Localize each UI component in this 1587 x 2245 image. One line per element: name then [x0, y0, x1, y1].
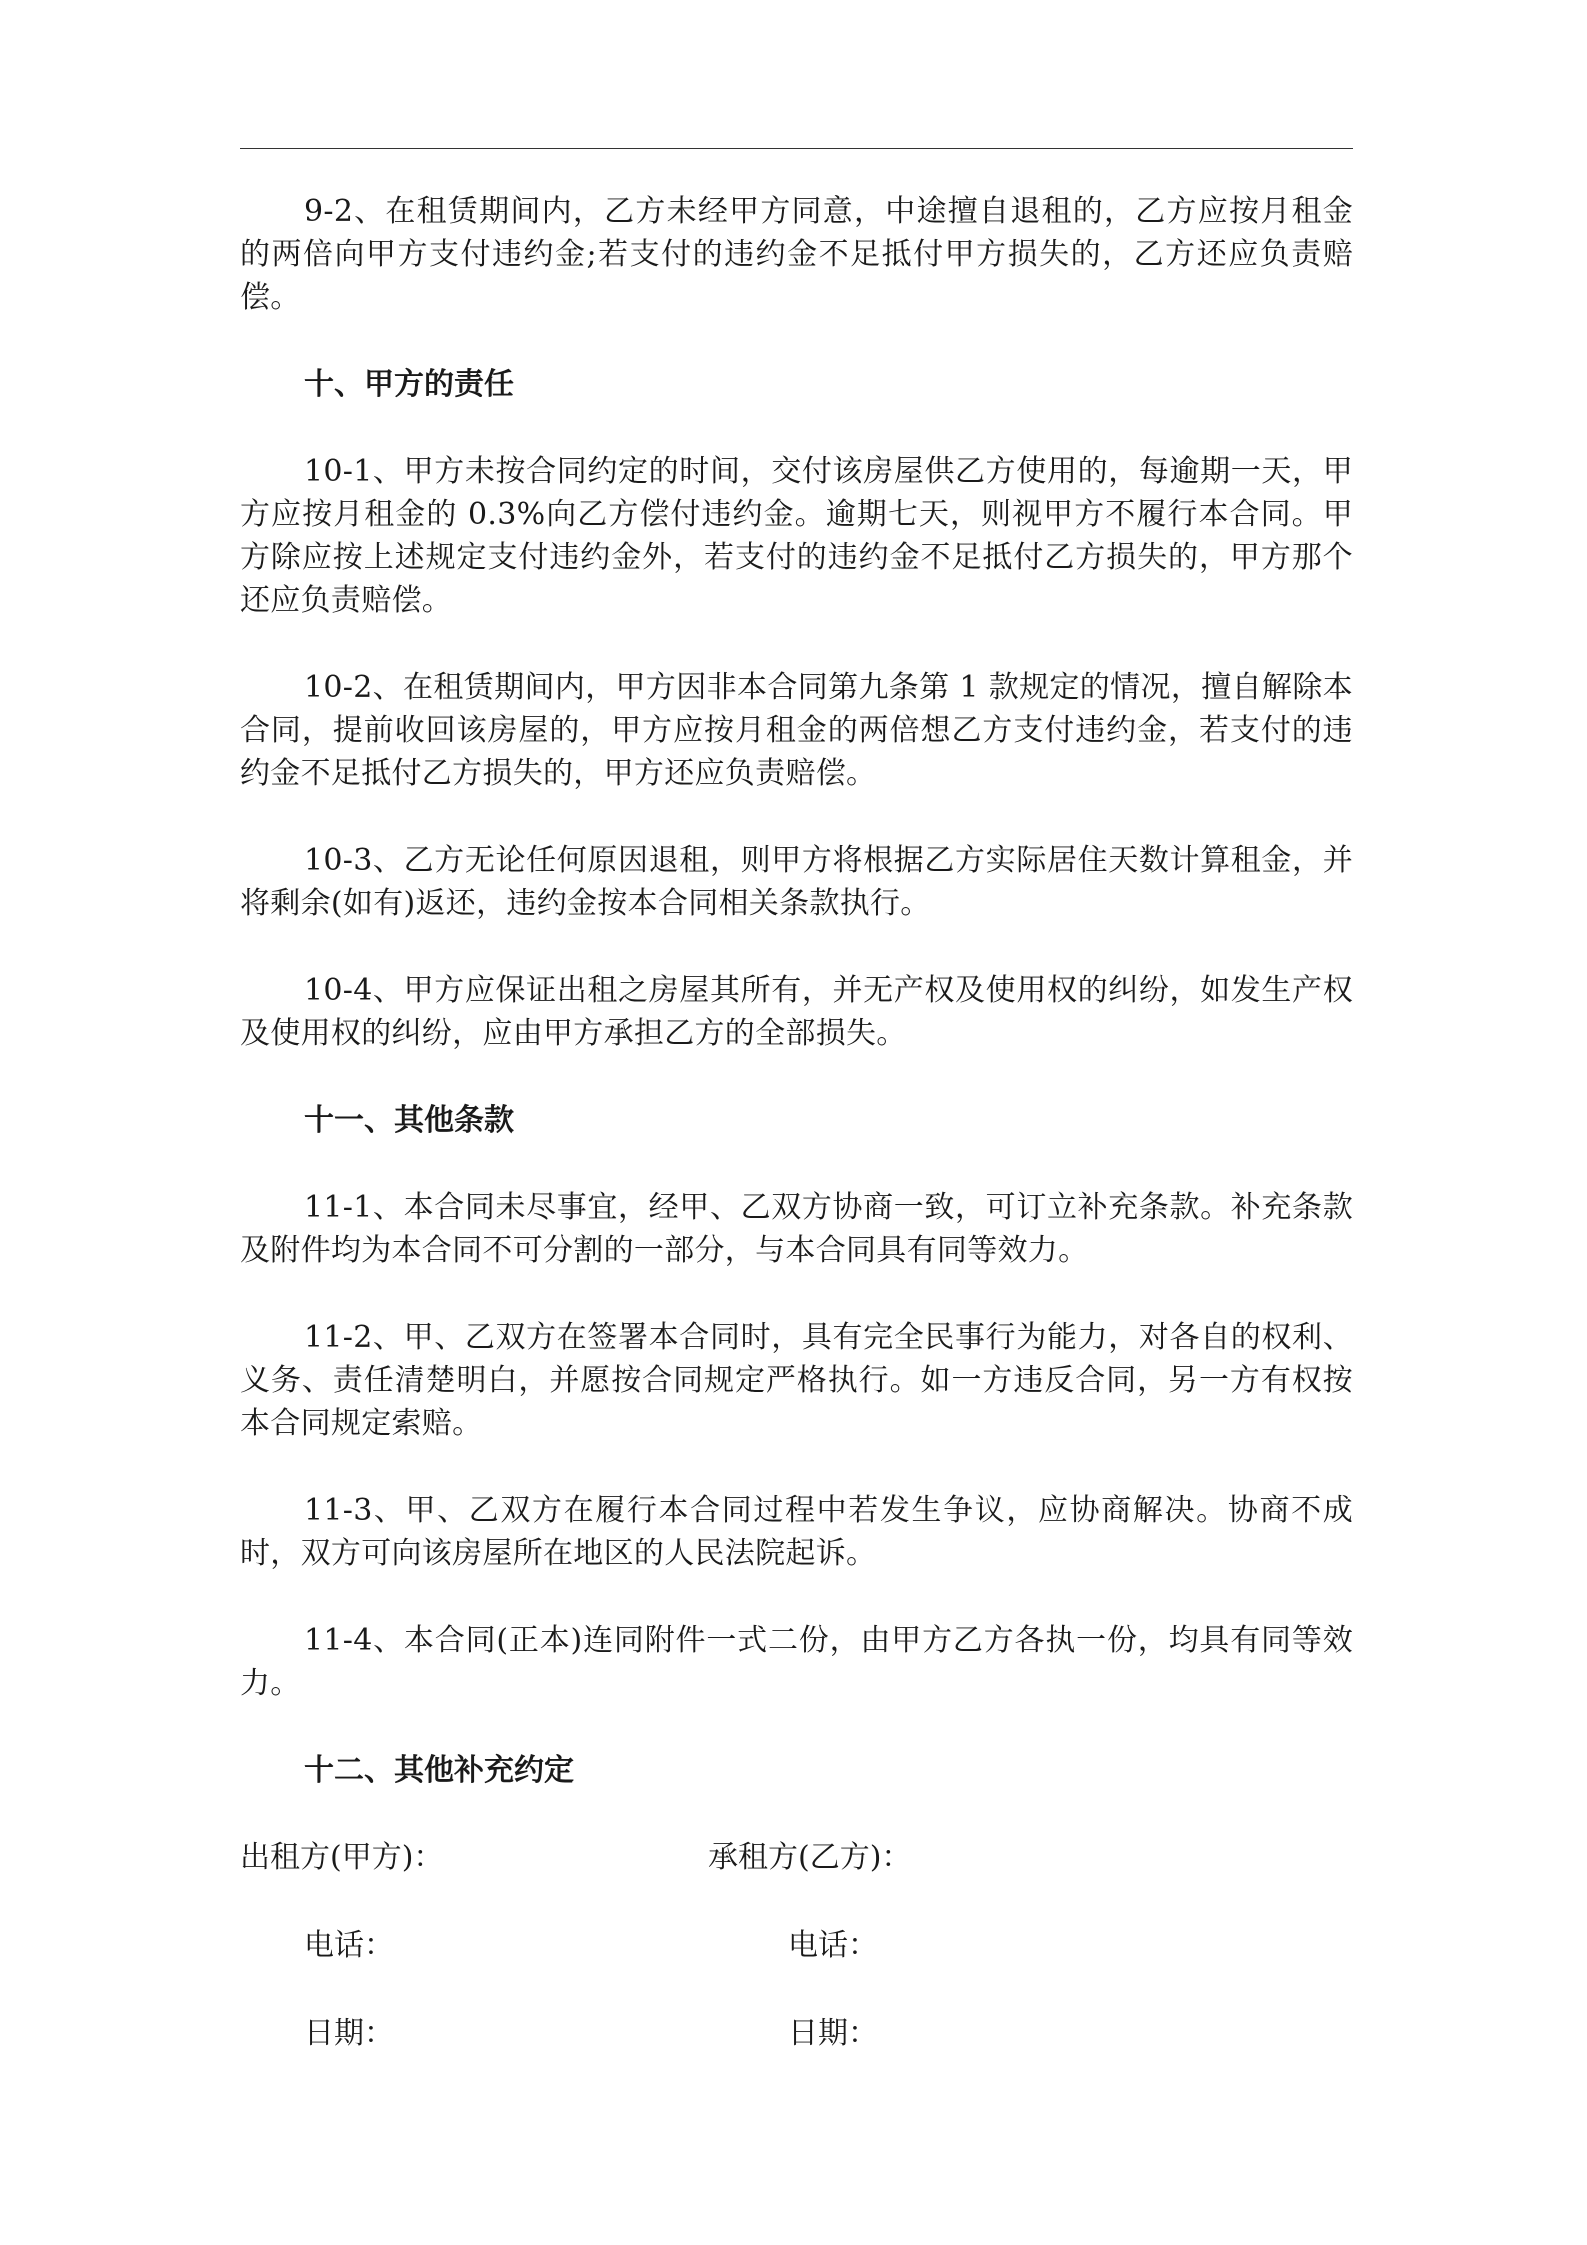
lessee-date-label: 日期： [788, 2016, 878, 2051]
clause-10-4: 10-4、甲方应保证出租之房屋其所有，并无产权及使用权的纠纷，如发生产权及使用权的纠纷，应由甲方承担乙方的全部损失。 [240, 973, 1353, 1051]
clause-11-3: 11-3、甲、乙双方在履行本合同过程中若发生争议，应协商解决。协商不成时，双方可向该房屋所在地区的人民法院起诉。 [240, 1493, 1353, 1571]
clause-11-4: 11-4、本合同(正本)连同附件一式二份，由甲方乙方各执一份，均具有同等效力。 [240, 1623, 1353, 1701]
clause-11-1: 11-1、本合同未尽事宜，经甲、乙双方协商一致，可订立补充条款。补充条款及附件均为本合同不可分割的一部分，与本合同具有同等效力。 [240, 1190, 1353, 1268]
signature-date-row [240, 2012, 1353, 2055]
document-body [240, 190, 1353, 2055]
lessor-date-label: 日期： [304, 2016, 394, 2051]
clause-11-2: 11-2、甲、乙双方在签署本合同时，具有完全民事行为能力，对各自的权利、义务、责任清楚明白，并愿按合同规定严格执行。如一方违反合同，另一方有权按本合同规定索赔。 [240, 1320, 1353, 1441]
section-heading-11: 十一、其他条款 [304, 1103, 514, 1138]
clause-10-2: 10-2、在租赁期间内，甲方因非本合同第九条第 1 款规定的情况，擅自解除本合同，提前收回该房屋的，甲方应按月租金的两倍想乙方支付违约金，若支付的违约金不足抵付乙方损失的，甲方还应负责赔偿。 [240, 670, 1353, 791]
signature-phone-row [240, 1924, 1353, 1967]
clause-10-1: 10-1、甲方未按合同约定的时间，交付该房屋供乙方使用的，每逾期一天，甲方应按月租金的 0.3%向乙方偿付违约金。逾期七天，则视甲方不履行本合同。甲方除应按上述规定支付违约金外，若支付的违约金不足抵付乙方损失的，甲方那个还应负责赔偿。 [240, 454, 1353, 618]
clause-10-3: 10-3、乙方无论任何原因退租，则甲方将根据乙方实际居住天数计算租金，并将剩余(如有)返还，违约金按本合同相关条款执行。 [240, 843, 1353, 921]
header-rule [240, 148, 1353, 149]
section-heading-10: 十、甲方的责任 [304, 367, 514, 402]
signature-parties-row [240, 1836, 1353, 1879]
section-heading-12: 十二、其他补充约定 [304, 1753, 574, 1788]
lessor-phone-label: 电话： [304, 1928, 394, 1963]
lessor-label: 出租方(甲方)： [240, 1840, 444, 1875]
lessee-label: 承租方(乙方)： [708, 1840, 912, 1875]
clause-9-2: 9-2、在租赁期间内，乙方未经甲方同意，中途擅自退租的，乙方应按月租金的两倍向甲方支付违约金;若支付的违约金不足抵付甲方损失的，乙方还应负责赔偿。 [240, 194, 1353, 315]
lessee-phone-label: 电话： [788, 1928, 878, 1963]
